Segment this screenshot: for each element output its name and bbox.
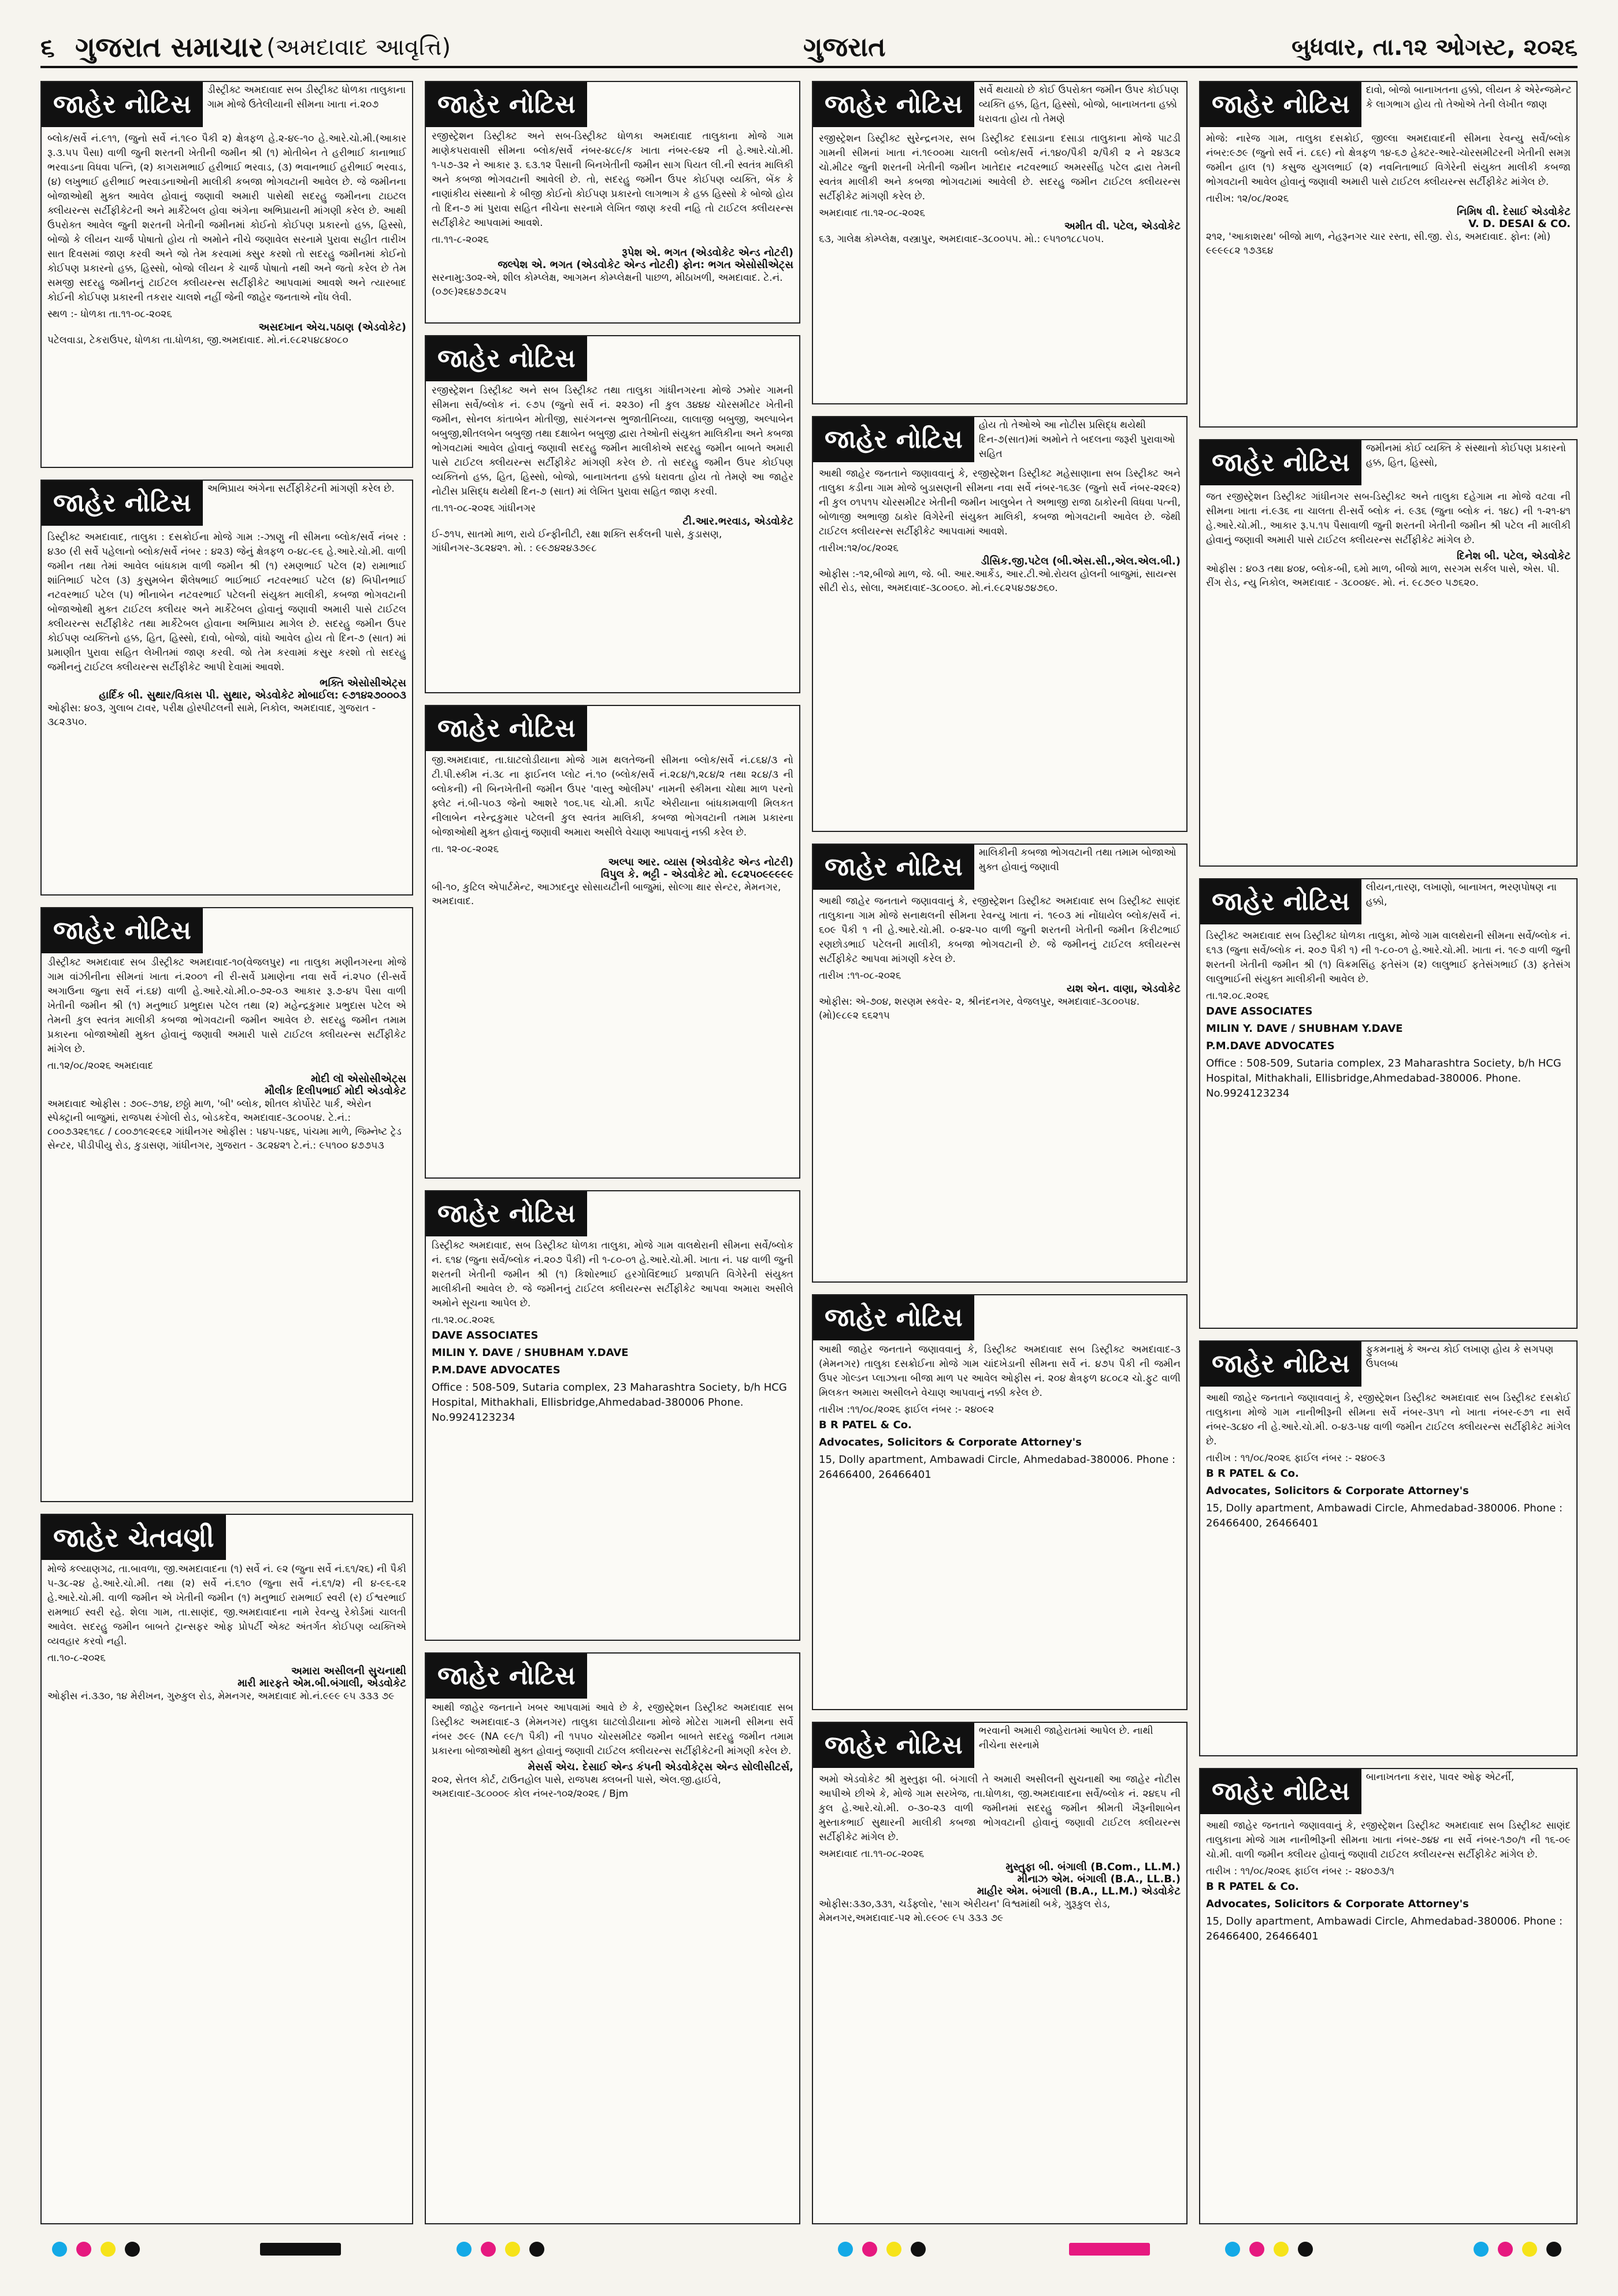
notice-address: ઓફીસ: એ-૭૦૪, શરણમ સ્કવેર- ૨, શ્રીનંદનગર, વેજલપુર, અમદાવાદ-૩૮૦૦૫૪. (મો)૯૮૯૨ ૬૬૨૧૫ [819,996,1140,1021]
notice-address: સરનામુ:૩૦૨-એ, શીલ કોમ્પ્લેક્ષ, આગમન કોમ્પ્લેક્ષની પાછળ, મીઠાખળી, અમદાવાદ. ટે.નં.(૦૭૯)૨૬૪૭૭૮૨૫ [432,272,783,298]
notice-signer: અસદખાન એચ.પઠાણ (એડવોકેટ) [258,321,406,333]
notice-address: બી-૧૦, કુટિલ એપાર્ટમેન્ટ, આઝાદનુર સોસાયટીની બાજુમાં, સોલ્ગા થાર સેન્ટર, મેમનગર, અમદાવાદ. [432,882,781,907]
notice-card [812,844,1187,1283]
notice-title: જાહેર નોટિસ [426,1654,587,1699]
notice-title: જાહેર નોટિસ [42,481,203,526]
notice-firm-subtitle: Advocates, Solicitors & Corporate Attorney's [1206,1485,1469,1497]
magenta-dot-icon [1498,2242,1513,2257]
column-3 [812,81,1187,2224]
notice-title: જાહેર નોટિસ [813,1295,974,1340]
notice-address: 15, Dolly apartment, Ambawadi Circle, Ahmedabad-380006. Phone : 26466400, 26466401 [1206,1502,1563,1529]
black-dot-icon [529,2242,544,2257]
notice-card [812,1722,1187,2224]
registration-dots-center-left [457,2242,544,2257]
notice-signer: ભક્તિ એસોસીએટ્સ [320,677,406,689]
cyan-dot-icon [838,2242,853,2257]
notice-signer-3: માહીર એમ. બંગાલી (B.A., LL.M.) એડવોકેટ [977,1885,1181,1897]
notice-title: જાહેર નોટિસ [1200,879,1361,924]
notice-side-text: ડીસ્ટ્રીક્ટ અમદાવાદ સબ ડીસ્ટ્રીક્ટ ધોળકા તાલુકાના ગામ મોજે ઉતેલીયાની સીમના ખાતા નં.૨૦૭ [207,84,406,110]
notice-address: 15, Dolly apartment, Ambawadi Circle, Ahmedabad-380006. Phone : 26466400, 26466401 [1206,1915,1563,1942]
notice-address: ૨૧૨, 'આકાશરથ' બીજો માળ, નેહરૂનગર ચાર રસ્તા, સી.જી. રોડ, અમદાવાદ. ફોન: (મો) ૯૯૯૯૮૨ ૧૭૩૬૪ [1206,231,1551,257]
notice-body: બ્લોક/સર્વે નં.૯૧૧, (જુનો સર્વે નં.૧૯૦ પૈકી ૨) ક્ષેત્રફળ હે.૨-૪૯-૧૦ હે.આરે.ચો.મી.(આકાર રૂ.૩.૫૫ પૈસા) વાળી જુની શરતની ખેતીની જમીન શ્રી (૧) મોતીબેન તે હરીભાઈ કાનાભાઈ ભરવાડના વિધવા પત્નિ, (૨) કાગરામભાઈ હરીભાઈ ભરવાડ, (૩) ભવાનભાઈ હરીભાઈ ભરવાડ, (૪) લખુભાઈ હરીભાઈ ભરવાડનાઓની માલીકી કબજા ભોગવટાની આવેલ છે. જે જમીનના બોજાઓથી મુક્ત આવેલ હોવાનું જણાવી અમારી પાસેથી સદરહુ જમીનના ટાઇટલ ક્લીયરન્સ સર્ટીફીકેટની અને માર્કેટેબલ હોવા અંગેના અભિપ્રાયની માંગણી કરેલ છે. આથી ઉપરોક્ત આવેલ જુની શરતની ખેતીની જમીનમાં કોઈનો કોઈપણ પ્રકારનો હક્ક, હિસ્સો, બોજો કે લીયન ચાર્જ પોષાતો હોય તો અમોને નીચે જણાવેલ સરનામે પુરાવા સહીત તારીખ સાત દિવસમાં જાણ કરવી અને જો તેમ કરવામાં ક્સુર કરશો તો સદરહુ જમીનમાં કોઈનો કોઈપણ પ્રકારનો હક્ક, હિસ્સો, બોજો લીયન કે ચાર્જ પોષાતો નથી અને જતો કરેલ છે તેમ સમજી સદરહુ જમીનનું ટાઈટલ ક્લીયરન્સ સર્ટીફીકેટ આપવામાં આવશે અને ત્યારબાદ કોઈની કોઈપણ પ્રકારની તકરાર ચાલશે નહીં જેની જાહેર જનતાએ નોંધ લેવી. [47,133,406,303]
notice-side-text: સર્વે થયાયો છે કોઈ ઉપરોક્ત જમીન ઉપર કોઈપણ વ્યક્તિ હક્ક, હિત, હિસ્સો, બોજો, બાનાખતના હક્કો ધરાવતા હોય તો તેમણે [978,84,1179,125]
notice-place: તા.૧૨/૦૮/૨૦૨૬ અમદાવાદ [47,1060,154,1072]
notice-card [1199,878,1578,1329]
notice-firm-name: B R PATEL & Co. [819,1419,912,1431]
magenta-bar-icon [1069,2243,1150,2256]
notice-address: ૨૦૨, સેતલ કોર્ટ, ટાઉનહોલ પાસે, રાજપથ ક્લબની પાસે, એલ.જી.હાઈવે, અમદાવાદ-૩૮૦૦૦૯ કોલ નંબર-૧૦૨/૨૦૨૬ / Bjm [432,1774,721,1800]
magenta-dot-icon [76,2242,91,2257]
notice-signer-2: મીનાઝ એમ. બંગાલી (B.A., LL.B.) [1017,1873,1181,1885]
notice-title: જાહેર નોટિસ [1200,82,1361,127]
registration-dots-center-right [1225,2242,1313,2257]
print-registration-marks [40,2242,1578,2259]
cyan-dot-icon [52,2242,67,2257]
notice-signer: અલ્પા આર. વ્યાસ (એડવોકેટ એન્ડ નોટરી) [608,856,793,868]
notice-body: જી.અમદાવાદ, તા.ઘાટલોડીયાના મોજે ગામ થલતેજની સીમના બ્લોક/સર્વે નં.૮૬૪/૩ નો ટી.પી.સ્કીમ નં.૩૮ ના ફાઈનલ પ્લોટ નં.૧૦ (બ્લોક/સર્વે નં.૨૮૪/૧,૨૮૪/૨ તથા ૨૮૪/૩ ની બ્લોકની) ની બિનખેતીની જમીન ઉપર 'વાસ્તુ ઓલીમ્પ' નામની સ્કીમના ચોથા માળ પરનો ફ્લેટ નં.બી-૫૦૩ જેનો આશરે ૧૦૬.૫૬ ચો.મી. કાર્પેટ એરીયાના બાંધકામવાળી મિલકત નીલાબેન નરેન્દ્રકુમાર પટેલની કુલ સ્વતંત્ર માલિકી, કબજા ભોગવટાની તમામ પ્રકારના બોજાઓથી મુક્ત હોવાનું જણાવી અમારા અસીલે વેચાણ આપવાનું નક્કી કરેલ છે. [432,755,793,838]
cyan-dot-icon [457,2242,472,2257]
notice-body: રજીસ્ટ્રેશન ડિસ્ટ્રીક્ટ અને સબ-ડિસ્ટ્રીક્ટ ધોળકા અમદાવાદ તાલુકાના મોજે ગામ માણેકપરાવાસી સીમના બ્લોક/સર્વે નંબર-૪૮૯/ક ખાતા નંબર-૯૪૨ ની હે.આરે.ચો.મી. ૧-૫૭-૩૨ ને આકાર રૂ. ૬૩.૧૨ પૈસાની બિનખેતીની જમીન સાગ પિયત લી.ની સ્વતંત્ર માલિકી અને કબજા ભોગવટાની આવેલી છે. તો, સદરહુ જમીન ઉપર કોઈપણ વ્યક્તિ, બેંક કે નાણાંકીય સંસ્થાનો કે બીજી કોઈનો કોઈપણ પ્રકારનો લાગભાગ કે હક્ક હિસ્સો કે બોજો હોય તો દિન-૭ માં પુરાવા સહિત નીચેના સરનામે લેખિત જાણ કરવી નહિ તો ટાઈટલ ક્લીયરન્સ સર્ટીફીકેટ આપવામાં આવશે. [432,131,793,229]
notice-title: જાહેર નોટિસ [813,845,974,890]
notice-side-text: અભિપ્રાય અંગેના સર્ટીફીકેટની માંગણી કરેલ છે. [207,483,395,495]
notice-body: આથી જાહેર જનતાને જણાવવાનું કે, ડિસ્ટ્રીક્ટ અમદાવાદ સબ ડિસ્ટ્રીક્ટ અમદાવાદ-૩ (મેમનગર) તાલુકા દસક્રોઈના મોજે ગામ ચાંદખેડાની સીમના સર્વે નં. ૪૭૫ પૈકી ની જમીન ઉપર ગોલ્ડન પ્લાઝાના બીજા માળ પર આવેલ ઓફીસ નં. ૨૦૪ ક્ષેત્રફળ ૪૮૦૮૨ ચો.ફુટ વાળી મિલકત અમારા અસીલને વેચાણ આપવાનું નક્કી કરેલ છે. [819,1344,1181,1399]
notice-address: પટેલવાડા, ટેકરાઉપર, ધોળકા તા.ધોળકા, જી.અમદાવાદ. મો.નં.૯૮૨૫૪૮૪૦૮૦ [47,335,348,346]
black-dot-icon [911,2242,926,2257]
notice-firm-name: B R PATEL & Co. [1206,1467,1299,1480]
notice-card [812,81,1187,404]
column-2 [425,81,800,2224]
notice-address: અમદાવાદ ઓફીસ : ૭૦૯-૭૧૪, છઠ્ઠો માળ, 'બી' બ્લોક, શીતલ કોર્પોરેટ પાર્ક, એરોન સ્પેક્ટ્રાની બાજુમાં, રાજપથ રંગોલી રોડ, બોડકદેવ, અમદાવાદ-૩૮૦૦૫૪. ટે.નં.: ૮૦૦૭૩૨૬૧૬૮ / ૮૦૦૭૧૯૨૯૬૨ ગાંધીનગર ઓફીસ : ૫૪૫-૫૪૬, પાંચમા માળે, જિમ્નેષ્ટ ટ્રેડ સેન્ટર, પીડીપીયુ રોડ, કુડાસણ, ગાંધીનગર, ગુજરાત - ૩૮૨૪૨૧ ટે.નં.: ૯૫૧૦૦ ૪૭૭૫૩ [47,1098,402,1151]
notice-signer: અમારા અસીલની સુચનાથી [291,1665,406,1677]
edition-label: (અમદાવાદ આવૃત્તિ) [266,34,451,61]
notice-side-text: ભરવાની અમારી જાહેરાતમાં આપેલ છે. નાથી નીચેના સરનામે [978,1725,1153,1751]
notice-firm-subtitle: Advocates, Solicitors & Corporate Attorney's [819,1436,1082,1448]
notice-title: જાહેર નોટિસ [1200,440,1361,485]
yellow-dot-icon [886,2242,901,2257]
notice-signer-2: મારી મારફતે એમ.બી.બંગાલી, એડવોકેટ [237,1677,406,1689]
notice-body: ડીસ્ટ્રીક્ટ અમદાવાદ સબ ડીસ્ટ્રીક્ટ અમદાવાદ-૧૦(વેજલપુર) ના તાલુકા મણીનગરના મોજે ગામ વાંઝીનીના સીમનાં ખાતા નં.૨૦૦૧ ની રી-સર્વે પ્રમાણેના નવા સર્વે નં.૨૫૦ (રી-સર્વે અગાઉના જુના સર્વે નં.૬૪) વાળી હે.આરે.ચો.મી.૦-૭૨-૦૩ આકાર રૂ.૭-૪૫ પૈસા વાળી ખેતીની જમીન શ્રી (૧) મનુભાઈ પ્રભુદાસ પટેલ તથા (૨) મહેન્દ્રકુમાર પ્રભુદાસ પટેલ એ તેમની કુલ સ્વતંત્ર માલીકી કબજા ભોગવટાની જમીન આવેલ છે. સદરહુ જમીન તમામ પ્રકારના બોજાઓથી મુક્ત હોવાનું જણાવી અમારી પાસે ટાઈટલ ક્લીયરન્સ સર્ટીફીકેટ માંગેલ છે. [47,957,406,1055]
registration-dots-left [52,2242,140,2257]
notice-address: Office : 508-509, Sutaria complex, 23 Maharashtra Society, b/h HCG Hospital, Mithakhali, Ellisbridge,Ahmedabad-380006 Phone. No.9924123234 [432,1381,787,1424]
yellow-dot-icon [1274,2242,1289,2257]
cyan-dot-icon [1474,2242,1489,2257]
notice-side-text: હોય તો તેઓએ આ નોટીસ પ્રસિદ્ધ થયેથી દિન-૭(સાત)માં અમોને તે બદલના જરૂરી પુરાવાઓ સહિત [978,419,1175,460]
notice-signer: અમીત વી. પટેલ, એડવોકેટ [1064,220,1181,232]
notice-title: જાહેર નોટિસ [426,1191,587,1236]
notice-card [40,1514,413,2224]
notice-side-text: લીયન,તારણ, લખાણો, બાનાખત, ભરણપોષણ ના હક્કો, [1365,882,1557,908]
notice-body: રજીસ્ટ્રેશન ડિસ્ટ્રીક્ટ સુરેન્દ્રનગર, સબ ડિસ્ટ્રીક્ટ દસાડાના દસાડા તાલુકાના મોજે પાટડી ગામની સીમનાં ખાતા નં.૧૯૦૦મા ચાલતી બ્લોક/સર્વે નં.૧૪૦/પૈકી ૨/પૈકી ૨ ને ૨૪૩૮૨ ચો.મીટર જુની શરતની ખેતીની જમીન ખાતેદાર નટવરભાઈ અમરસીંહ પટેલ દ્વારા તેમની સ્વતંત્ર માલીકી અને કબજા ભોગવટામાં આવેલી છે. સદરહુ જમીન ટાઈટલ ક્લીયરન્સ સર્ટીફીકેટ માંગણી કરેલ છે. [819,133,1181,202]
notice-card [40,81,413,468]
notice-body: ડિસ્ટ્રીક્ટ અમદાવાદ, તાલુકા : દસક્રોઈના મોજે ગામ :-ઝાણુ ની સીમના બ્લોક/સર્વે નંબર : ૪૩૦ (રી સર્વે પહેલાનો બ્લોક/સર્વે નંબર : ૪૨૩) જેનું ક્ષેત્રફળ ૦-૪૮-૯૬ હે.આરે.ચો.મી. વાળી જમીન તથા તેમાં આવેલ બાંધકામ વાળી જમીન શ્રી (૧) રમણભાઈ પટેલ (૨) રામાભાઈ શાંતિભાઈ પટેલ (૩) કુસુમબેન શૈલેષભાઈ ભાઈભાઈ નટવરભાઈ પટેલ (૪) બિપીનભાઈ નટવરભાઈ પટેલ (૫) ભીનાબેન નટવરભાઈ પટેલની સંયુક્ત માલીકી, કબજા ભોગવટાની બોજાઓથી મુક્ત ટાઈટલ ક્લીયર અને માર્કેટેબલ હોવાનું જણાવી અમારી પાસે ટાઈટલ ક્લીયરન્સ સર્ટીફીકેટ તથા માર્કેટેબલ હોવાના અભિપ્રાય માગેલ છે. સદરહુ જમીન ઉપર કોઈપણ વ્યક્તિનો હક્ક, હિત, હિસ્સો, દાવો, બોજો, વાંધો આવેલ હોય તો દિન-૭ (સાત) માં પ્રમાણીત પુરાવા સહિત લેખીતમાં જાણ કરવી. જો તેમ કરવામાં કસુર કરશો તો સદરહુ જમીનનું ટાઈટલ ક્લીયરન્સ સર્ટીફીકેટ આપી દેવામાં આવશે. [47,532,406,673]
column-4 [1199,81,1578,2224]
notice-firm-name: B R PATEL & Co. [1206,1881,1299,1893]
notice-title: જાહેર નોટિસ [426,706,587,751]
notices-grid [40,81,1578,2224]
notice-signer: ટી.આર.ભરવાડ, એડવોકેટ [682,515,793,527]
notice-signer-2: V. D. DESAI & CO. [1468,218,1571,230]
notice-title: જાહેર નોટિસ [813,1723,974,1768]
notice-signer: નિમિષ વી. દેસાઈ એડવોકેટ [1456,206,1571,218]
newspaper-brand: ગુજરાત સમાચાર [75,31,264,64]
notice-body: આથી જાહેર જનતાને જણાવવાનું કે, રજીસ્ટ્રેશન ડિસ્ટ્રીક્ટ મહેસાણાના સબ ડિસ્ટ્રીક્ટ અને તાલુકા કડીના ગામ મોજે બુડાસણની સીમના નવા સર્વે નંબર-૧૬૩૯ (જુનો સર્વે નંબર-૨૨૯૨) ની કુલ ૦૧૫૧૫ ચોરસમીટર ખેતીની જમીન ખાલુબેન તે અભાજી રાજા ઠાકોરની વિધવા પત્ની, બોળાજી અભાજી ઠાકોર વિગેરેની સંયુક્ત માલિકી, કબજા ભોગવટાની આવેલ છે. જેથી ટાઈટલ ક્લીયરન્સ સર્ટીફીકેટ આપવામાં આવશે. [819,468,1181,537]
notice-card [425,705,800,1179]
notice-place: તારીખ :૧૧-૦૮-૨૦૨૬ [819,970,901,982]
notice-place: તા.૧૨.૦૮.૨૦૨૬ [432,1314,495,1326]
notice-title: જાહેર નોટિસ [426,82,587,127]
notice-card [812,416,1187,832]
notice-firm-name: DAVE ASSOCIATES [432,1329,539,1342]
notice-title: જાહેર નોટિસ [1200,1342,1361,1387]
notice-title: જાહેર નોટિસ [813,417,974,462]
notice-title: જાહેર નોટિસ [42,82,203,127]
notice-side-text: જમીનમાં કોઈ વ્યક્તિ કે સંસ્થાનો કોઈપણ પ્રકારનો હક્ક, હિત, હિસ્સો, [1365,443,1567,469]
notice-signer: રૂપેશ એ. ભગત (એડવોકેટ એન્ડ નોટરી) [622,247,793,259]
notice-place: અમદાવાદ તા.૧૨-૦૮-૨૦૨૬ [819,207,925,219]
notice-card [425,335,800,693]
notice-card [425,81,800,324]
notice-body: આથી જાહેર જનતાને જણાવવાનું કે, રજીસ્ટ્રેશન ડિસ્ટ્રીક્ટ અમદાવાદ સબ ડિસ્ટ્રીક્ટ સાણંદ તાલુકાના મોજે ગામ નાનીભીરૂની સીમના ખાતા નંબર-૭૪૪ ના સર્વે નંબર-૧૭૦/૧ ની ૧૬-૦૯ ચો.મી. વાળી જમીન ક્લીયર હોવાનું જણાવી ટાઈટલ ક્લીયરન્સ સર્ટીફીકેટ માંગેલ છે. [1206,1820,1571,1860]
black-bar-icon [260,2243,341,2256]
cyan-dot-icon [1225,2242,1240,2257]
notice-signer: મુસ્તુફા બી. બંગાલી (B.Com., LL.M.) [1005,1861,1181,1873]
notice-signer: મેસર્સ એચ. દેસાઈ એન્ડ કંપની એડવોકેટ્સ એન્ડ સોલીસીટર્સ, [528,1761,793,1773]
notice-body: અમો એડવોકેટ શ્રી મુસ્તુફા બી. બંગાલી તે અમારી અસીલની સુચનાથી આ જાહેર નોટીસ આપીએ છીએ કે, મોજે ગામ સરખેજ, તા.ધોળકા, જી.અમદાવાદના સર્વે/બ્લોક નં. ૨૪૬૫ ની કુલ હે.આરે.ચો.મી. ૦-૩૦-૨૩ વાળી જમીનમાં સદરહુ જમીન શ્રીમતી ખૈરૂનીશાબેન મુસ્તાકભાઈ સુથારની માલીકી કબજા ભોગવટાની હોવાનું જણાવી ટાઈટલ ક્લીયરન્સ સર્ટીફીકેટ માંગેલ છે. [819,1774,1181,1843]
notice-card [40,907,413,1502]
notice-place: તા.૧૧-૮-૨૦૨૬ [432,234,489,246]
notice-card [1199,1768,1578,2224]
notice-signer: ડીસિક.જી.પટેલ (બી.એસ.સી.,એલ.એલ.બી.) [981,555,1181,567]
black-dot-icon [1298,2242,1313,2257]
notice-firm-name: DAVE ASSOCIATES [1206,1005,1313,1017]
notice-address: ઓફીસ :-૧૨,બીજો માળ, જે. બી. આર.આર્કેડ, આર.ટી.ઓ.રોયલ હોલની બાજુમાં, સાયન્સ સીટી રોડ, સોલા, અમદાવાદ-૩૮૦૦૬૦. મો.નં.૯૮૨૫૪૭૪૭૬૦. [819,569,1177,594]
notice-card [425,1190,800,1641]
magenta-dot-icon [481,2242,496,2257]
notice-body: આથી જાહેર જનતાને જણાવવાનું કે, રજીસ્ટ્રેશન ડિસ્ટ્રીક્ટ અમદાવાદ સબ ડિસ્ટ્રીક્ટ સાણંદ તાલુકાના ગામ મોજે સનાથલની સીમના રેવન્યુ ખાતા નં. ૧૯૦૩ માં નોંધાયેલ બ્લોક/સર્વે નં. ૬૦૯ પૈકી ૧ ની હે.આરે.ચો.મી. ૦-૪૨-૫૦ વાળી જુની શરતની ખેતીની જમીન કિરીટભાઈ રણછોડભાઈ પટેલની માલીકી, કબજા ભોગવટાની છે. જે જમીનનું ટાઈટલ ક્લીયરન્સ સર્ટીફીકેટ આપવા માંગણી કરેલ છે. [819,896,1181,965]
notice-place: તા. ૧૨-૦૮-૨૦૨૬ [432,844,499,855]
notice-address: ૬૩, ગાલેક્ષ કોમ્પ્લેક્ષ, વસ્ત્રાપુર, અમદાવાદ-૩૮૦૦૫૫. મો.: ૯૫૧૦૧૮૮૫૦૫. [819,233,1104,245]
notice-card [40,480,413,896]
notice-place: તારીખ : ૧૧/૦૮/૨૦૨૬ ફાઈલ નંબર :- ૨૪૦૭૩/૧ [1206,1866,1394,1877]
notice-address: ઓફીસ નં.૩૩૦, ૧૪ મેરીખન, ગુરુકુલ રોડ, મેમનગર, અમદાવાદ મો.નં.૯૯૯ ૯૫ ૩૩૩ ૭૯ [47,1691,395,1702]
page-number: ૬ [40,32,55,62]
notice-body: ડિસ્ટ્રીક્ટ અમદાવાદ સબ ડિસ્ટ્રીક્ટ ધોળકા તાલુકા, મોજે ગામ વાલથેરાની સીમના સર્વે/બ્લોક નં. ૬૧૩ (જુના સર્વે/બ્લોક નં. ૨૦૭ પૈકી ૧) ની ૧-૮૦-૦૧ હે.આરે.ચો.મી. ખાતા નં. ૧૯૭ વાળી જુની શરતની ખેતીની જમીન શ્રી (૧) વિક્રમસિંહ ફતેસંગ (૨) લાલુભાઈ ફતેસંગભાઈ (૩) ફતેસંગ લાલુભાઈની સંયુક્ત માલીકીની આવેલ છે. [1206,930,1571,985]
notice-body: આથી જાહેર જનતાને જણાવવાનું કે, રજીસ્ટ્રેશન ડિસ્ટ્રીક્ટ અમદાવાદ સબ ડિસ્ટ્રીક્ટ દસક્રોઈ તાલુકાના મોજે ગામ નાનીભીરૂની સીમના સર્વે નંબર-૩૫૧ નો ખાતા નંબર-૯૭૧ ના સર્વે નંબર-૩૮૪૦ ની હે.આરે.ચો.મી. ૦-૪૩-૫૪ વાળી જમીન ટાઈટલ ક્લીયરન્સ સર્ટીફીકેટ માંગેલ છે. [1206,1392,1571,1447]
notice-address: ઓફીસ : ૪૦૩ તથા ૪૦૪, બ્લોક-બી, ૬મો માળ, બીજો માળ, સરગમ સર્કલ પાસે, એસ. પી. રીંગ રોડ, ન્યુ નિકોલ, અમદાવાદ - ૩૮૦૦૪૯. મો. નં. ૯૮૭૯૦ ૫૭૬૨૦. [1206,563,1560,589]
notice-place: તા.૧૨.૦૮.૨૦૨૬ [1206,990,1270,1002]
notice-card [812,1294,1187,1710]
registration-dots-center [838,2242,926,2257]
notice-signer: દિનેશ બી. પટેલ, એડવોકેટ [1456,550,1571,562]
notice-body: રજીસ્ટ્રેશન ડિસ્ટ્રીક્ટ અને સબ ડિસ્ટ્રીક્ટ તથા તાલુકા ગાંધીનગરના મોજે ઝમોર ગામની સીમના સર્વે/બ્લોક નં. ૯૭૫ (જુનો સર્વે નં. ૨૨૩૦) ની કુલ ૩૪૪૪ ચોરસમીટર ખેતીની જમીન, સોનલ કાંતાબેન મોતીજી, સારંગનન્સ ભુજાતીનિવ્યા, લાલાજી બબુજી, અલ્પાબેન બબુજી,શીતલબેન બબુજી તથા દક્ષાબેન બબુજી દ્વારા તેઓની સંયુક્ત માલિકીના અને કબજા ભોગવટામાં આવેલ હોવાનું જણાવી સદરહુ જમીન માલીકોએ સદરહુ જમીન બાબતે અમારી પાસે ટાઈટલ ક્લીયરન્સ સર્ટીફીકેટ માંગણી કરેલ છે. તો સદરહુ જમીન ઉપર કોઈપણ વ્યક્તિનો હક્ક, હિત, હિસ્સો, બોજો, બાનાખતના હક્કો ધરાવતા હોય તો તેમણે આ જાહેર નોટીસ પ્રસિદ્ધ થયેથી દિન-૭ (સાત) માં લેખિત પુરાવા સહિત જાણ કરવી. [432,385,793,497]
notice-place: સ્થળ :- ધોળકા તા.૧૧-૦૮-૨૦૨૬ [47,309,172,320]
notice-side-text: ફુકમનામું કે અન્ય કોઈ લખાણ હોય કે સગપણ ઉપલબ્ધ [1365,1344,1554,1370]
notice-place: તા.૧૧-૦૮-૨૦૨૬ ગાંધીનગર [432,503,536,514]
registration-dots-right [1474,2242,1561,2257]
black-dot-icon [1546,2242,1561,2257]
notice-title: જાહેર નોટિસ [1200,1769,1361,1814]
notice-side-text: દાવો, બોજો બાનાખતના હક્કો, લીયન કે એરેન્જમેન્ટ કે લાગભાગ હોય તો તેઓએ તેની લેખીત જાણ [1365,84,1572,110]
notice-card [1199,439,1578,867]
notice-signer-2: જલ્પેશ એ. ભગત (એડવોકેટ એન્ડ નોટરી) ફોન: ભગત એસોસીએટ્સ [498,259,793,271]
notice-body: ડિસ્ટ્રીક્ટ અમદાવાદ, સબ ડિસ્ટ્રીક્ટ ધોળકા તાલુકા, મોજે ગામ વાલથેરાની સીમના સર્વે/બ્લોક નં. ૬૧૪ (જુના સર્વે/બ્લોક નં.૨૦૭ પૈકી) ની ૧-૮૦-૦૧ હે.આરે.ચો.મી. ખાતા નં. ૫૪ વાળી જુની શરતની ખેતીની જમીન શ્રી (૧) કિશોરભાઈ હરગોવિંદભાઈ પ્રજાપતિ વિગેરેની સંયુક્ત માલીકીની આવેલ છે. જે જમીનનું ટાઈટલ ક્લીયરન્સ સર્ટીફીકેટ આપવા અમારા અસીલે અમોને સૂચના આપેલ છે. [432,1240,793,1309]
notice-address: Office : 508-509, Sutaria complex, 23 Maharashtra Society, b/h HCG Hospital, Mithakhali, Ellisbridge,Ahmedabad-380006. Phone. No.9924123234 [1206,1057,1561,1099]
notice-advocates: MILIN Y. DAVE / SHUBHAM Y.DAVE [432,1347,629,1359]
notice-place: તારીખ :૧૧/૦૮/૨૦૨૬ ફાઈલ નંબર :- ૨૪૦૯૨ [819,1404,994,1416]
notice-title: જાહેર નોટિસ [426,336,587,381]
notice-signer: યશ એન. વાણા, એડવોકેટ [1067,983,1181,995]
notice-card [1199,1340,1578,1756]
notice-place: તારીખ:૧૨/૦૮/૨૦૨૬ [819,543,899,554]
notice-title: જાહેર નોટિસ [813,82,974,127]
notice-card [425,1652,800,2224]
notice-signer-2: મૌલીક દિલીપભાઈ મોદી એડવોકેટ [264,1085,406,1097]
notice-side-text: બાનાખતના કરાર, પાવર ઓફ એટર્ની, [1365,1771,1515,1783]
issue-date: બુધવાર, તા.૧૨ ઓગસ્ટ, ૨૦૨૬ [1292,34,1578,61]
masthead [40,29,1578,68]
notice-address: 15, Dolly apartment, Ambawadi Circle, Ahmedabad-380006. Phone : 26466400, 26466401 [819,1454,1176,1481]
notice-signer: મોદી લૉ એસોસીએટ્સ [310,1073,406,1085]
notice-side-text: માલિકીની કબજા ભોગવટાની તથા તમામ બોજાઓ મુક્ત હોવાનું જણાવી [978,847,1177,873]
notice-card [1199,81,1578,428]
notice-place: તારીખ: ૧૨/૦૮/૨૦૨૬ [1206,193,1289,205]
notice-title: જાહેર નોટિસ [42,908,203,953]
yellow-dot-icon [505,2242,520,2257]
notice-place: અમદાવાદ તા.૧૧-૦૮-૨૦૨૬ [819,1848,925,1860]
section-title: ગુજરાત [803,31,886,62]
notice-signer-2: હાર્દિક બી. સુથાર/વિકાસ પી. સુથાર, એડવોકેટ મોબાઈલ: ૯૭૧૪૨૭૦૦૦૩ [99,689,406,701]
notice-advocates: MILIN Y. DAVE / SHUBHAM Y.DAVE [1206,1023,1403,1035]
yellow-dot-icon [101,2242,116,2257]
notice-body: મોજે: નારેજ ગામ, તાલુકા દસક્રોઈ, જીલ્લા અમદાવાદની સીમના રેવન્યુ સર્વે/બ્લોક નંબર:૯૭૯ (જુનો સર્વે નં. ૮૬૯) નો ક્ષેત્રફળ ૧૪-૬૭ હેક્ટર-આરે-ચોરસમીટરની ખેતીની સમગ્ર જમીન હાલ (૧) કસુજ યુગલભાઈ (૨) નવનિતાભાઈ વિગેરેની સંયુક્ત માલીકી કબજા ભોગવટાની આવેલ હોવાનું જણાવી અમારી પાસે ટાઈટલ ક્લીયરન્સ સર્ટીફીકેટ માંગેલ છે. [1206,133,1571,188]
notice-firm-subtitle: P.M.DAVE ADVOCATES [432,1364,561,1376]
magenta-dot-icon [1249,2242,1264,2257]
notice-body: મોજે કલ્યાણગઢ, તા.બાવળા, જી.અમદાવાદના (૧) સર્વે નં. ૯૨ (જુના સર્વે નં.૬૧/૨૬) ની પૈકી ૫-૩૮-૨૪ હે.આરે.ચો.મી. તથા (૨) સર્વે નં.૬૧૦ (જુના સર્વે નં.૬૧/૨) ની ૪-૯૬-૬૨ હે.આરે.ચો.મી. વાળી જમીન એ ખેતીની જમીન (૧) મનુભાઈ રામભાઈ સ્વરી (ર) ઈશ્વરભાઈ રામભાઈ સ્વરી રહે. શેલા ગામ, તા.સાણંદ, જી.અમદાવાદના નામે રેવન્યુ રેકોર્ડમાં ચાલતી આવેલ. સદરહુ જમીન બાબતે ટ્રાન્સફર ઓફ પ્રોપર્ટી એક્ટ અંતર્ગત કોઈપણ વ્યક્તિએ વ્યવહાર કરવો નહી. [47,1563,406,1647]
yellow-dot-icon [1522,2242,1537,2257]
notice-place: તારીખ : ૧૧/૦૮/૨૦૨૬ ફાઈલ નંબર :- ૨૪૦૯૩ [1206,1452,1386,1464]
notice-address: ઓફીસ:૩૩૦,૩૩૧, ચર્ડફ્લોર, 'સાગ એરીયન' વિશ્વમાંથી બકે, ગુરૂકુલ રોડ, મેમનગર,અમદાવાદ-૫૨ મો.૯૯૦૯ ૯૫ ૩૩૩ ૭૯ [819,1899,1111,1924]
column-1 [40,81,413,2224]
notice-body: આથી જાહેર જનતાને ખબર આપવામાં આવે છે કે, રજીસ્ટ્રેશન ડિસ્ટ્રીક્ટ અમદાવાદ સબ ડિસ્ટ્રીક્ટ અમદાવાદ-૩ (મેમનગર) તાલુકા ઘાટલોડીયાના મોજે મોટેરા ગામની સીમના સર્વે નંબર ૭૯૯ (NA ૯૯/૧ પૈકી) ની ૧૫૫૦ ચોરસમીટર જમીન બાબતે સદરહુ જમીન તમામ પ્રકારના બોજાઓથી મુક્ત હોવાનું જણાવી ટાઈટલ ક્લીયરન્સ સર્ટીફીકેટની માંગણી કરેલ છે. [432,1702,793,1757]
notice-firm-subtitle: P.M.DAVE ADVOCATES [1206,1040,1335,1052]
notice-signer-2: વિપુલ કે. ભટ્ટી - એડવોકેટ મો. ૯૮૨૫૦૯૯૯૯૯ [600,868,793,880]
magenta-dot-icon [862,2242,877,2257]
black-dot-icon [125,2242,140,2257]
notice-place: તા.૧૦-૮-૨૦૨૬ [47,1652,106,1664]
notice-body: જત રજીસ્ટ્રેશન ડિસ્ટ્રીક્ટ ગાંધીનગર સબ-ડિસ્ટ્રીક્ટ અને તાલુકા દહેગામ ના મોજે વટવા ની સીમના ખાતા નં.૯૩૬ ના ચાલતા રી-સર્વે બ્લોક નં. ૯૩૬ (જુના બ્લોક નં. ૧૪૮) ની ૧-૨૧-૪૧ હે.આરે.ચો.મી., આકાર રૂ.૫.૧૫ પૈસાવાળી જુની શરતની ખેતીની જમીન શ્રી પટેલ ની માલીકી હોવાનું જણાવી અમારી પાસે ટાઈટલ ક્લીયરન્સ સર્ટીફીકેટ માંગેલ છે. [1206,491,1571,546]
notice-address: ઈ-૭૧૫, સાતમો માળ, રાયે ઈન્ફીનીટી, રક્ષા શક્તિ સર્કલની પાસે, કુડાસણ, ગાંધીનગર-૩૮૨૪૨૧. મો. : ૯૯૭૪૨૪૩૭૯૮ [432,529,722,554]
notice-address: ઓફીસ: ૪૦૩, ગુલાબ ટાવર, પરીક્ષ હોસ્પીટલની સામે, નિકોલ, અમદાવાદ, ગુજરાત - ૩૮૨૩૫૦. [47,703,376,728]
notice-title: જાહેર ચેતવણી [42,1515,226,1560]
notice-firm-subtitle: Advocates, Solicitors & Corporate Attorney's [1206,1898,1469,1910]
